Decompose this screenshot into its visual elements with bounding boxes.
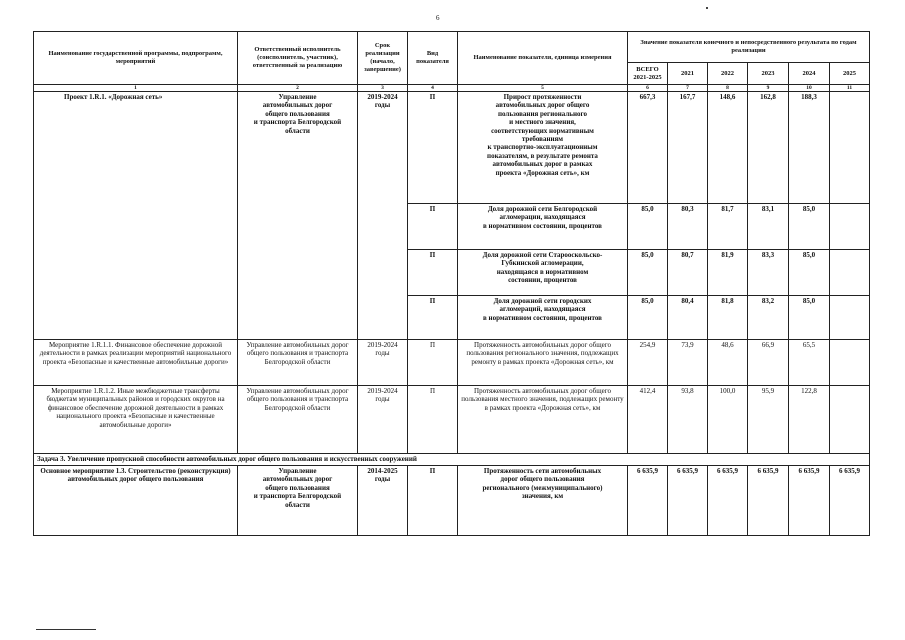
value-total: 667,3: [628, 92, 668, 204]
value-2024: 188,3: [789, 92, 830, 204]
value-2021: 80,4: [668, 296, 708, 340]
table-row: [34, 454, 870, 466]
indicator-kind: П: [408, 340, 458, 386]
indicator-name: Доля дорожной сети городских агломераций, находящаяся в нормативном состоянии, процентов: [458, 296, 628, 340]
value-total: 254,9: [628, 340, 668, 386]
value-2021: 80,3: [668, 204, 708, 250]
value-total: 85,0: [628, 250, 668, 296]
header-executor: Ответственный исполнитель (соисполнитель, участник), ответственный за реализацию: [238, 32, 358, 85]
value-2025: [830, 340, 870, 386]
value-2025: [830, 250, 870, 296]
main-measure-executor: Управление автомобильных дорог общего пользования и транспорта Белгородской области: [238, 466, 358, 536]
value-2021: 80,7: [668, 250, 708, 296]
measure-name: Мероприятие 1.R.1.1. Финансовое обеспечение дорожной деятельности в рамках реализации мероприятий национального проекта «Безопасные и качественные автомобильные дороги»: [34, 340, 238, 386]
column-number: 3: [358, 85, 408, 92]
header-kind: Вид показателя: [408, 32, 458, 85]
value-total: 412,4: [628, 386, 668, 454]
indicator-kind: П: [408, 250, 458, 296]
measure-executor: Управление автомобильных дорог общего пользования и транспорта Белгородской области: [238, 386, 358, 454]
task-heading: Задача 3. Увеличение пропускной способности автомобильных дорог общего пользования и искусственных сооружений: [34, 454, 870, 466]
column-number: 4: [408, 85, 458, 92]
project-name: Проект 1.R.1. «Дорожная сеть»: [34, 92, 238, 340]
value-2025: [830, 92, 870, 204]
value-2021: 167,7: [668, 92, 708, 204]
value-2024: 85,0: [789, 296, 830, 340]
value-2022: 48,6: [708, 340, 748, 386]
column-number: 5: [458, 85, 628, 92]
value-2021: 73,9: [668, 340, 708, 386]
value-2024: 6 635,9: [789, 466, 830, 536]
measure-name: Мероприятие 1.R.1.2. Иные межбюджетные трансферты бюджетам муниципальных районов и городских округов на финансовое обеспечение дорожной деятельности в рамках национального проекта «Безопасные и качественные автомобильные дороги»: [34, 386, 238, 454]
indicator-kind: П: [408, 386, 458, 454]
main-measure-term: 2014-2025 годы: [358, 466, 408, 536]
value-2023: 162,8: [748, 92, 789, 204]
value-total: 85,0: [628, 296, 668, 340]
value-2023: 83,2: [748, 296, 789, 340]
indicator-kind: П: [408, 92, 458, 204]
indicator-name: Протяженность автомобильных дорог общего пользования регионального значения, подлежащих ремонту в рамках проекта «Дорожная сеть», км: [458, 340, 628, 386]
value-2024: 122,8: [789, 386, 830, 454]
table-row: [34, 386, 870, 454]
header-values-group: Значение показателя конечного и непосредственного результата по годам реализации: [628, 32, 870, 63]
header-term: Срок реализации (начало, завершение): [358, 32, 408, 85]
value-2023: 83,1: [748, 204, 789, 250]
table-row: [34, 92, 870, 204]
indicator-name: Протяженность автомобильных дорог общего пользования местного значения, подлежащих ремонту в рамках проекта «Дорожная сеть», км: [458, 386, 628, 454]
project-executor: Управление автомобильных дорог общего пользования и транспорта Белгородской области: [238, 92, 358, 340]
value-2021: 6 635,9: [668, 466, 708, 536]
page-number: 6: [436, 14, 440, 22]
value-2023: 66,9: [748, 340, 789, 386]
indicator-name: Доля дорожной сети Старооскольско- Губкинской агломерации, находящаяся в нормативном состоянии, процентов: [458, 250, 628, 296]
header-indicator: Наименование показателя, единица измерения: [458, 32, 628, 85]
column-number: 7: [668, 85, 708, 92]
column-number: 1: [34, 85, 238, 92]
project-term: 2019-2024 годы: [358, 92, 408, 340]
column-number: 11: [830, 85, 870, 92]
value-total: 85,0: [628, 204, 668, 250]
indicator-kind: П: [408, 466, 458, 536]
measure-term: 2019-2024 годы: [358, 340, 408, 386]
value-2022: 148,6: [708, 92, 748, 204]
indicator-name: Доля дорожной сети Белгородской агломерации, находящаяся в нормативном состоянии, процентов: [458, 204, 628, 250]
column-number: 2: [238, 85, 358, 92]
value-2024: 85,0: [789, 204, 830, 250]
header-year-2023: 2023: [748, 63, 789, 85]
value-2024: 65,5: [789, 340, 830, 386]
indicator-kind: П: [408, 296, 458, 340]
indicator-name: Прирост протяженности автомобильных дорог общего пользования регионального и местного значения, соответствующих нормативным требованиям к транспортно-эксплуатационным показателям, в результате ремонта автомобильных дорог в рамках проекта «Дорожная сеть», км: [458, 92, 628, 204]
table-row: [34, 340, 870, 386]
table-row: [34, 466, 870, 536]
column-number: 8: [708, 85, 748, 92]
measure-term: 2019-2024 годы: [358, 386, 408, 454]
header-total: ВСЕГО 2021-2025: [628, 63, 668, 85]
value-2022: 81,8: [708, 296, 748, 340]
indicator-name: Протяженность сети автомобильных дорог общего пользования регионального (межмуниципального) значения, км: [458, 466, 628, 536]
column-number: 6: [628, 85, 668, 92]
value-2025: 6 635,9: [830, 466, 870, 536]
value-2025: [830, 296, 870, 340]
column-number: 10: [789, 85, 830, 92]
column-number: 9: [748, 85, 789, 92]
header-year-2025: 2025: [830, 63, 870, 85]
header-year-2021: 2021: [668, 63, 708, 85]
main-measure-name: Основное мероприятие 1.3. Строительство (реконструкция) автомобильных дорог общего пользования: [34, 466, 238, 536]
indicators-table: [33, 31, 870, 536]
header-year-2024: 2024: [789, 63, 830, 85]
value-total: 6 635,9: [628, 466, 668, 536]
value-2022: 81,9: [708, 250, 748, 296]
value-2023: 83,3: [748, 250, 789, 296]
measure-executor: Управление автомобильных дорог общего пользования и транспорта Белгородской области: [238, 340, 358, 386]
value-2022: 6 635,9: [708, 466, 748, 536]
indicator-kind: П: [408, 204, 458, 250]
scan-mark: [706, 7, 708, 9]
value-2021: 93,8: [668, 386, 708, 454]
footnote-divider: [36, 629, 96, 630]
value-2025: [830, 386, 870, 454]
value-2024: 85,0: [789, 250, 830, 296]
header-name: Наименование государственной программы, подпрограмм, мероприятий: [34, 32, 238, 85]
value-2023: 95,9: [748, 386, 789, 454]
value-2022: 100,0: [708, 386, 748, 454]
header-year-2022: 2022: [708, 63, 748, 85]
value-2025: [830, 204, 870, 250]
value-2023: 6 635,9: [748, 466, 789, 536]
value-2022: 81,7: [708, 204, 748, 250]
